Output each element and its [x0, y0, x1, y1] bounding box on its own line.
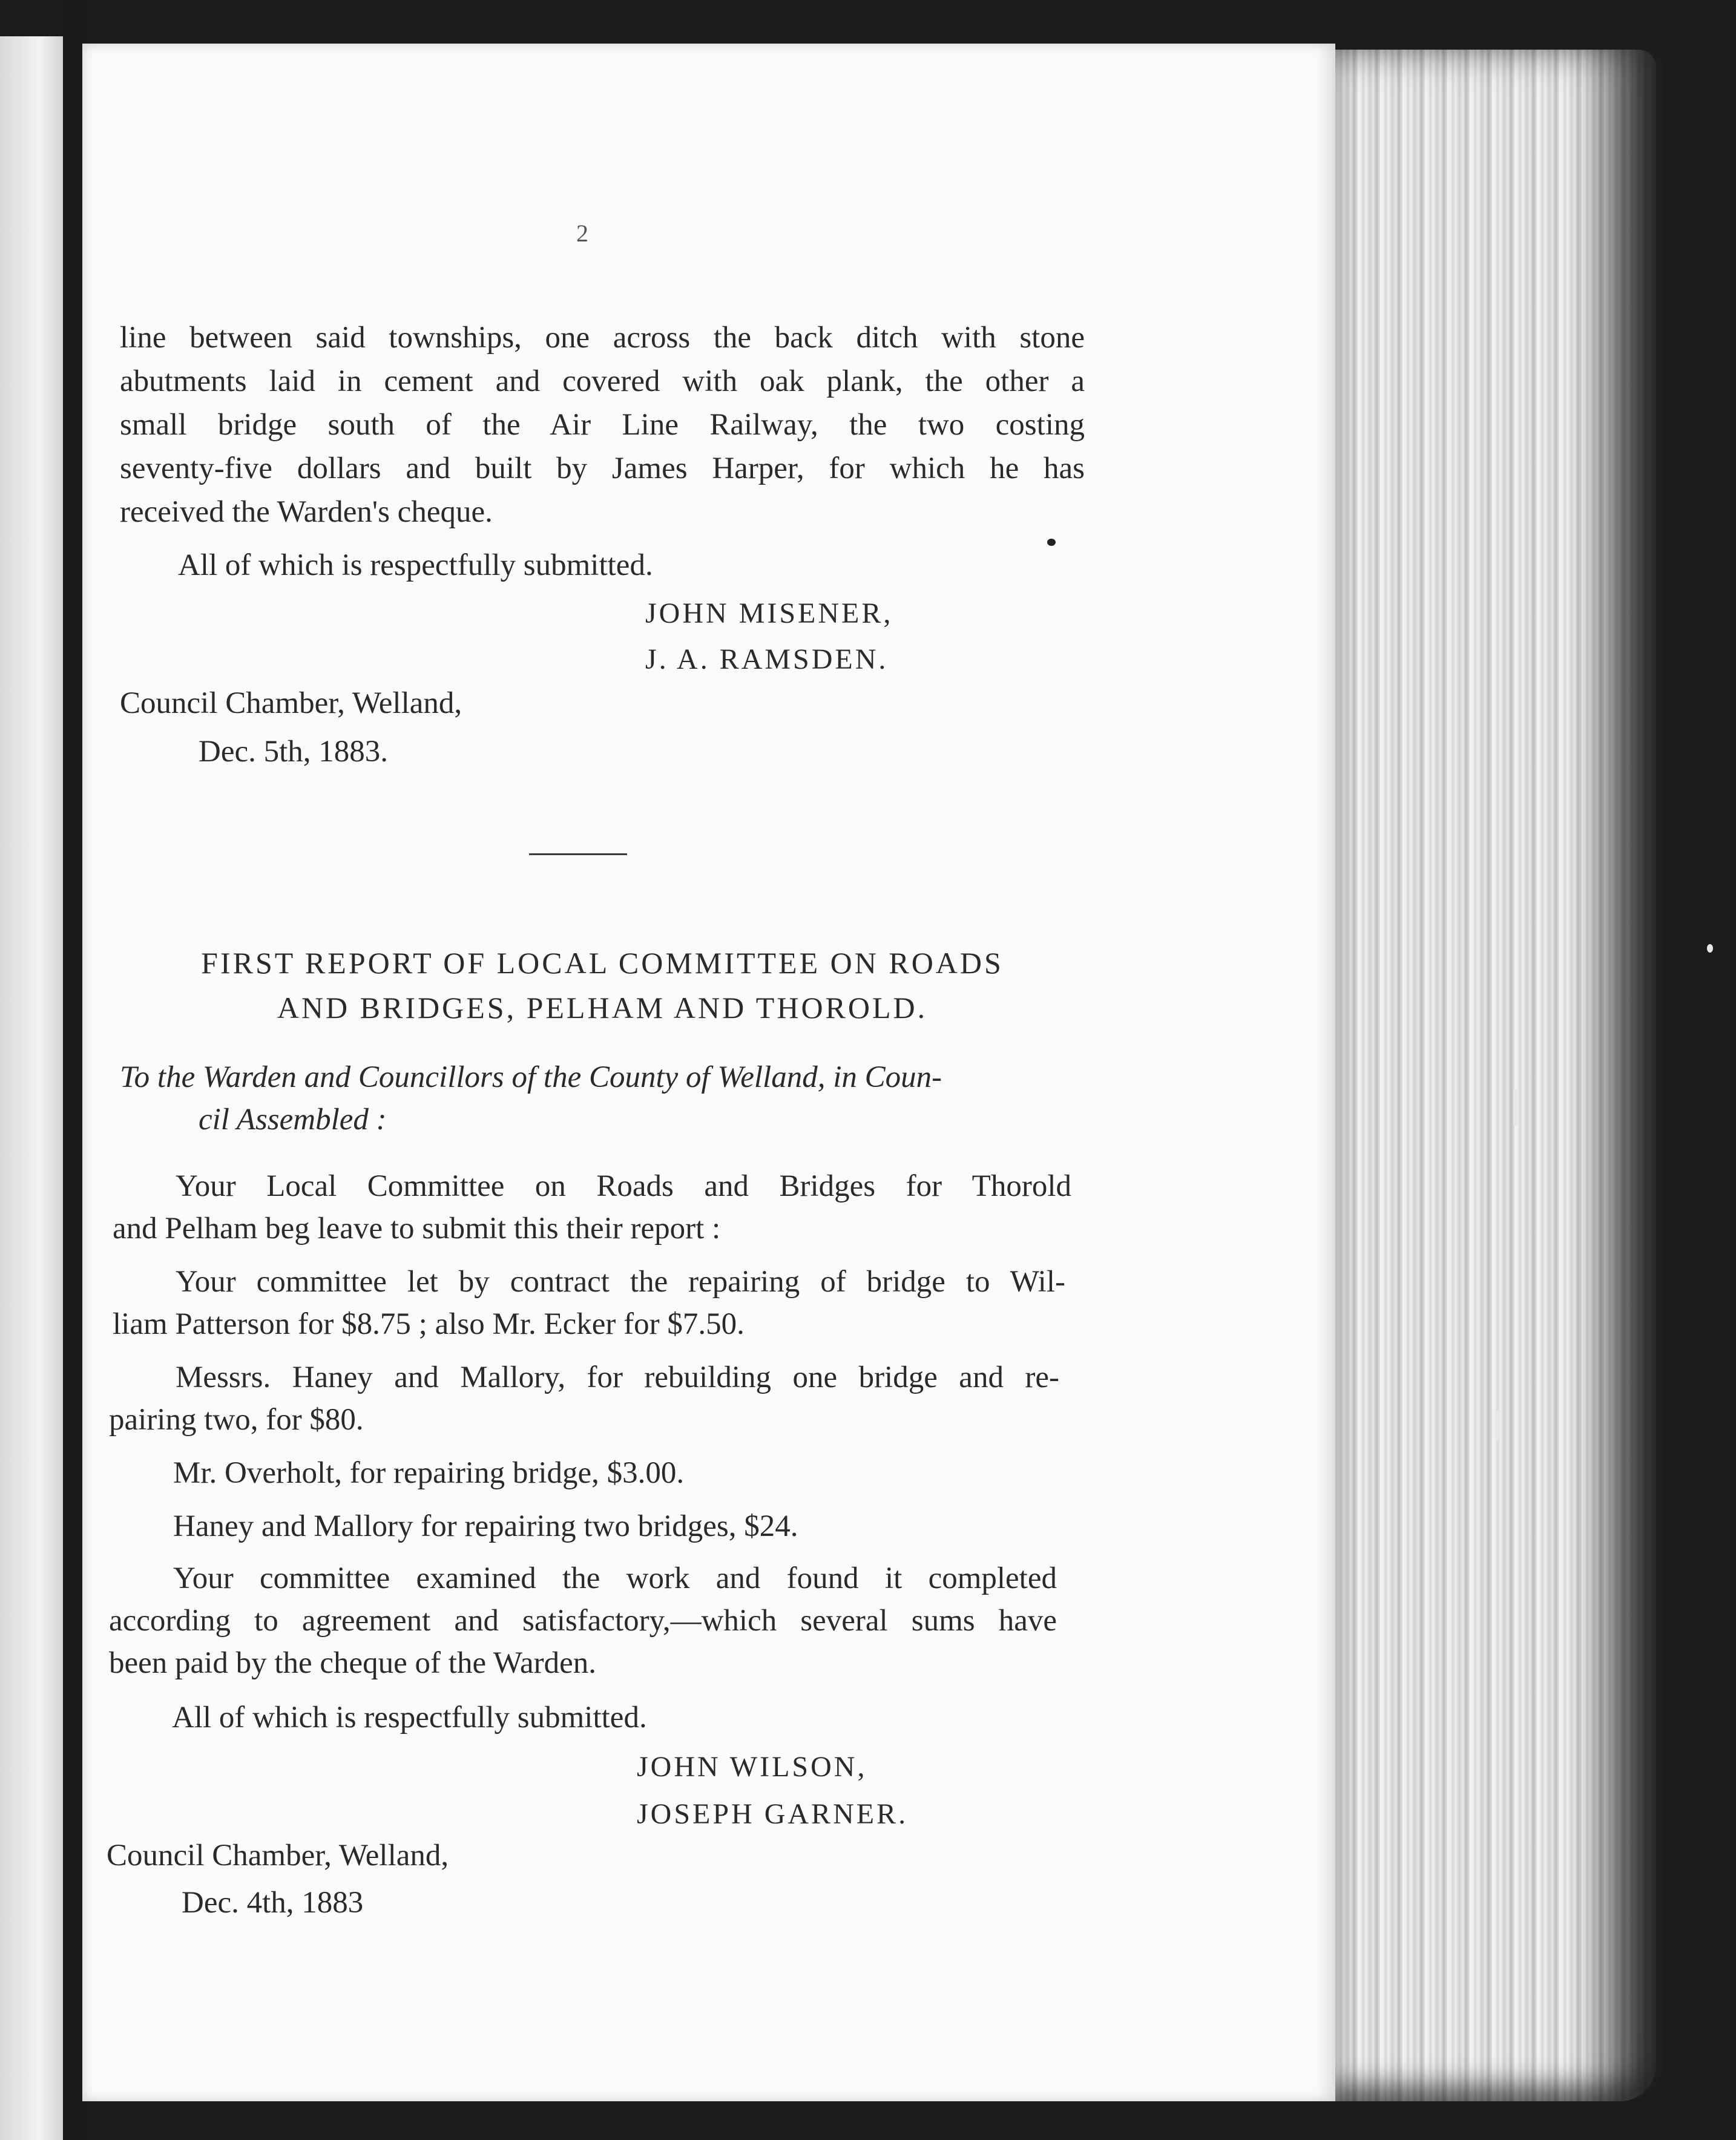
- paragraph-line: Your committee let by contract the repairing of bridge to Wil-: [176, 1265, 1065, 1299]
- book-edge-shadow: [1574, 50, 1665, 2101]
- signatory-name: JOSEPH GARNER.: [637, 1798, 909, 1830]
- closing-statement: All of which is respectfully submitted.: [178, 548, 653, 582]
- address-line: To the Warden and Councillors of the County of Welland, in Coun-: [120, 1060, 942, 1094]
- scan-speck: [1707, 944, 1713, 953]
- paragraph-line: and Pelham beg leave to submit this their report :: [113, 1212, 721, 1246]
- paragraph-line: according to agreement and satisfactory,—which several sums have: [109, 1604, 1057, 1638]
- report-heading-line1: FIRST REPORT OF LOCAL COMMITTEE ON ROADS: [201, 946, 1004, 980]
- report-heading-line2: AND BRIDGES, PELHAM AND THOROLD.: [277, 991, 928, 1025]
- scan-speck: [1495, 1410, 1499, 1440]
- signing-date: Dec. 5th, 1883.: [199, 735, 389, 769]
- paragraph-line: Your committee examined the work and found it completed: [173, 1561, 1057, 1595]
- scan-speck: [1513, 1089, 1518, 1126]
- document-page: [82, 44, 1335, 2101]
- closing-statement: All of which is respectfully submitted.: [172, 1701, 647, 1735]
- signatory-name: J. A. RAMSDEN.: [645, 643, 889, 675]
- previous-page-edge: [0, 36, 67, 2140]
- signing-place: Council Chamber, Welland,: [107, 1839, 449, 1872]
- text-line: abutments laid in cement and covered with oak plank, the other a: [120, 364, 1085, 398]
- paragraph-line: Haney and Mallory for repairing two bridges, $24.: [173, 1509, 798, 1543]
- text-line: seventy-five dollars and built by James Harper, for which he has: [120, 451, 1085, 485]
- paragraph-line: Messrs. Haney and Mallory, for rebuilding one bridge and re-: [176, 1360, 1059, 1394]
- paragraph-line: pairing two, for $80.: [109, 1403, 364, 1437]
- signing-date: Dec. 4th, 1883: [182, 1886, 364, 1920]
- address-line: cil Assembled :: [199, 1103, 387, 1137]
- section-divider: [529, 853, 627, 855]
- text-line: line between said townships, one across the back ditch with stone: [120, 321, 1085, 355]
- signatory-name: JOHN MISENER,: [645, 597, 893, 629]
- text-line: small bridge south of the Air Line Railway, the two costing: [120, 408, 1085, 442]
- paragraph-line: Your Local Committee on Roads and Bridges for Thorold: [176, 1169, 1071, 1203]
- scan-speck: [1047, 539, 1056, 546]
- paragraph-line: been paid by the cheque of the Warden.: [109, 1646, 596, 1680]
- signatory-name: JOHN WILSON,: [637, 1751, 867, 1783]
- book-gutter: [63, 0, 84, 2140]
- paragraph-line: liam Patterson for $8.75 ; also Mr. Ecker for $7.50.: [113, 1307, 745, 1341]
- text-line: received the Warden's cheque.: [120, 495, 493, 529]
- signing-place: Council Chamber, Welland,: [120, 686, 462, 720]
- paragraph-line: Mr. Overholt, for repairing bridge, $3.00.: [173, 1456, 685, 1490]
- page-number: 2: [576, 220, 588, 247]
